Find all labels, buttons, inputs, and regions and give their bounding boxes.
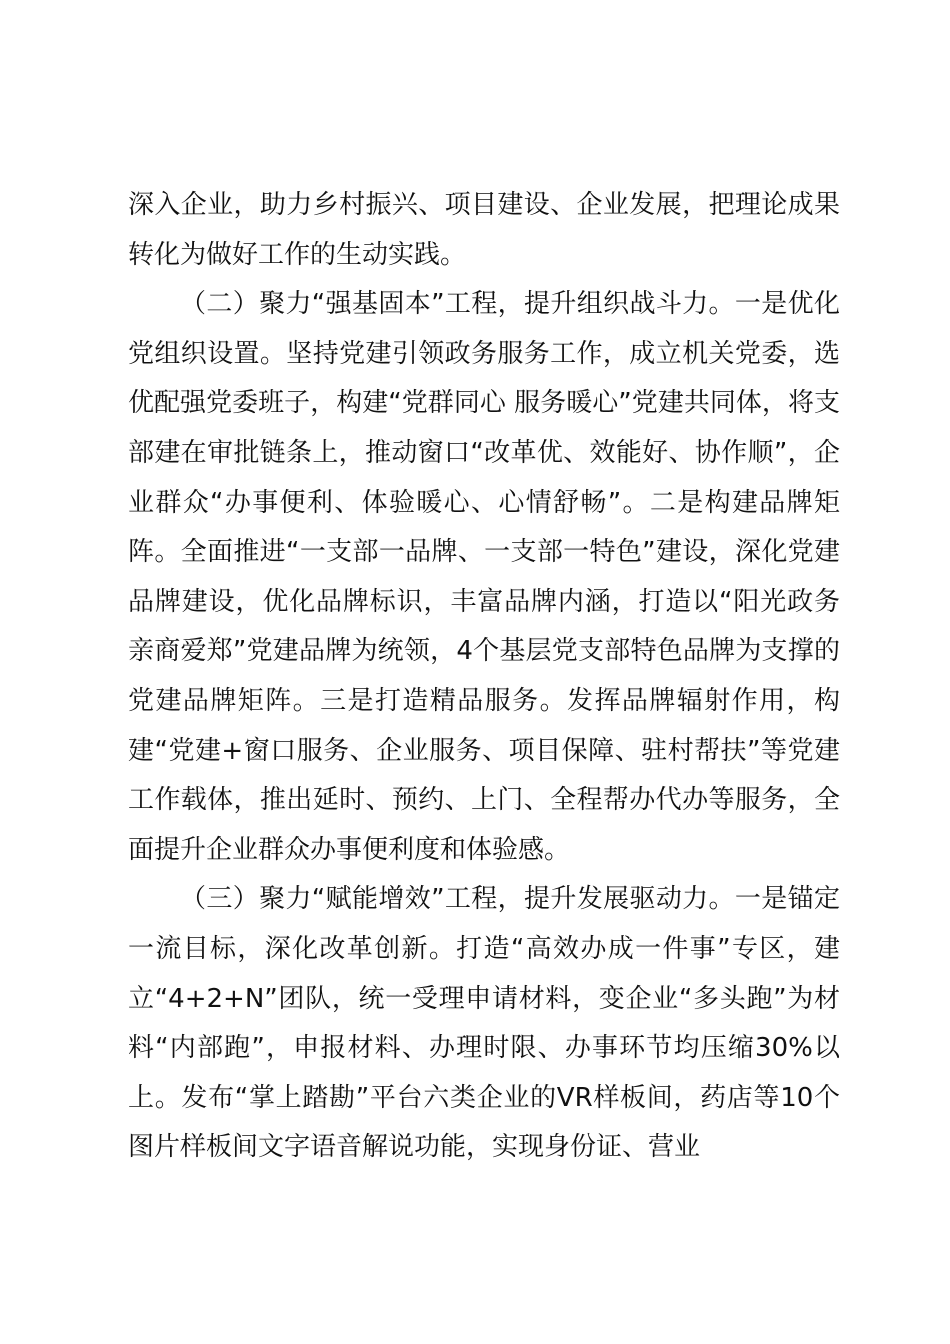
paragraph-3: （三）聚力“赋能增效”工程，提升发展驱动力。一是锚定一流目标，深化改革创新。打造“高效办成一件事”专区，建立“4+2+N”团队，统一受理申请材料，变企业“多头跑”为材料“内部跑”，申报材料、办理时限、办事环节均压缩30%以上。发布“掌上踏勘”平台六类企业的VR样板间，药店等10个图片样板间文字语音解说功能，实现身份证、营业 xyxy=(128,884,840,1163)
paragraph-1: 深入企业，助力乡村振兴、项目建设、企业发展，把理论成果转化为做好工作的生动实践。 xyxy=(128,190,840,270)
document-body xyxy=(128,181,840,1173)
paragraph-2: （二）聚力“强基固本”工程，提升组织战斗力。一是优化党组织设置。坚持党建引领政务服务工作，成立机关党委，选优配强党委班子，构建“党群同心 服务暖心”党建共同体，将支部建在审批链条上，推动窗口“改革优、效能好、协作顺”，企业群众“办事便利、体验暖心、心情舒畅”。二是构建品牌矩阵。全面推进“一支部一品牌、一支部一特色”建设，深化党建品牌建设，优化品牌标识，丰富品牌内涵，打造以“阳光政务 亲商爱郑”党建品牌为统领，4个基层党支部特色品牌为支撑的党建品牌矩阵。三是打造精品服务。发挥品牌辐射作用，构建“党建+窗口服务、企业服务、项目保障、驻村帮扶”等党建工作载体，推出延时、预约、上门、全程帮办代办等服务，全面提升企业群众办事便利度和体验感。 xyxy=(128,289,840,865)
